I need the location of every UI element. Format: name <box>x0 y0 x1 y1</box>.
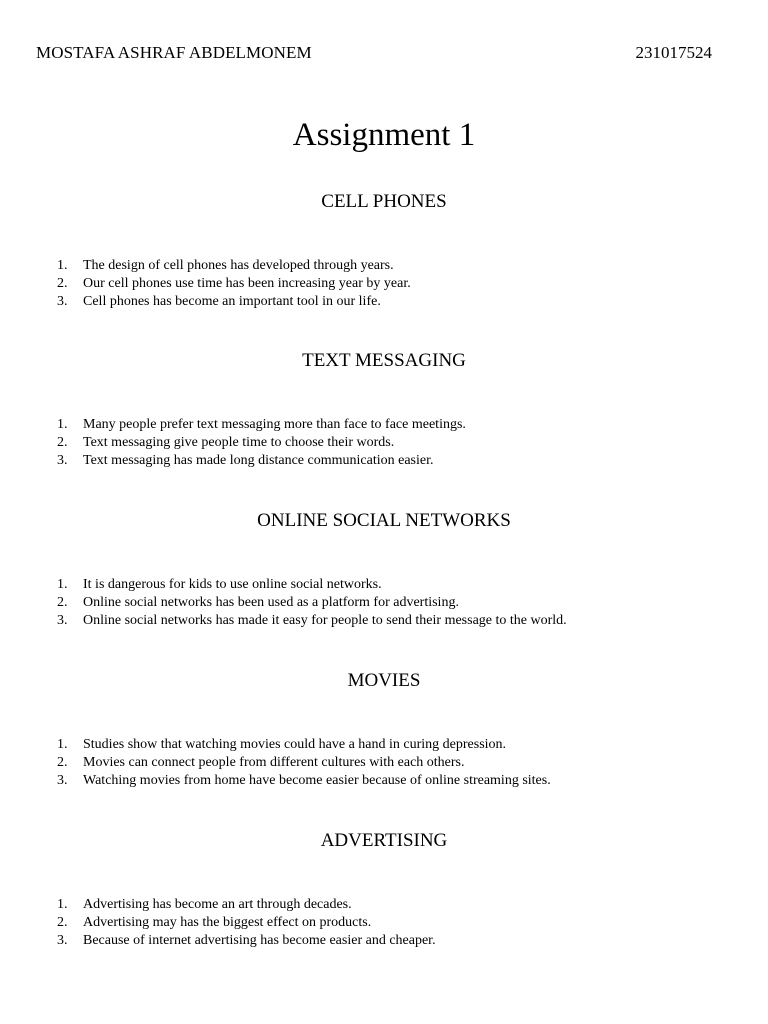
numbered-list <box>57 896 436 951</box>
list-item <box>57 293 411 311</box>
list-item <box>57 914 436 932</box>
list-text: The design of cell phones has developed through years. <box>83 258 394 273</box>
list-number: 3. <box>57 613 68 629</box>
list-item <box>57 736 551 754</box>
list-number: 1. <box>57 577 68 592</box>
list-item <box>57 612 567 630</box>
section-text-messaging <box>0 349 768 469</box>
list-number: 2. <box>57 755 68 771</box>
student-id: 231017524 <box>635 43 712 62</box>
list-text: Online social networks has been used as a platform for advertising. <box>83 595 459 611</box>
list-text: Text messaging has made long distance communication easier. <box>83 453 434 469</box>
list-item <box>57 594 567 612</box>
student-name: MOSTAFA ASHRAF ABDELMONEM <box>36 43 312 62</box>
list-text: Advertising may has the biggest effect on products. <box>83 915 372 931</box>
list-number: 3. <box>57 294 68 310</box>
section-heading: ONLINE SOCIAL NETWORKS <box>257 510 511 531</box>
section-heading: ADVERTISING <box>320 830 448 851</box>
section-heading: CELL PHONES <box>321 191 447 212</box>
list-item <box>57 576 567 594</box>
list-number: 1. <box>57 737 68 752</box>
section-movies <box>0 669 768 789</box>
list-text: Studies show that watching movies could have a hand in curing depression. <box>83 737 507 752</box>
list-item <box>57 275 411 293</box>
numbered-list <box>57 416 466 471</box>
numbered-list <box>57 576 567 631</box>
list-number: 1. <box>57 897 68 912</box>
list-number: 2. <box>57 595 68 611</box>
section-cell-phones <box>0 190 768 310</box>
numbered-list <box>57 257 411 312</box>
list-number: 3. <box>57 453 68 469</box>
section-heading: TEXT MESSAGING <box>302 350 466 371</box>
section-heading: MOVIES <box>347 670 421 691</box>
list-number: 3. <box>57 933 68 949</box>
list-text: Online social networks has made it easy for people to send their message to the world. <box>83 613 567 629</box>
list-text: Watching movies from home have become easier because of online streaming sites. <box>83 773 551 789</box>
list-text: Because of internet advertising has become easier and cheaper. <box>83 933 436 949</box>
list-item <box>57 772 551 790</box>
section-advertising <box>0 829 768 949</box>
list-text: Cell phones has become an important tool in our life. <box>83 294 381 310</box>
list-text: Advertising has become an art through decades. <box>83 897 352 912</box>
list-item <box>57 452 466 470</box>
list-item <box>57 257 411 275</box>
list-item <box>57 896 436 914</box>
list-item <box>57 416 466 434</box>
list-number: 3. <box>57 773 68 789</box>
list-number: 2. <box>57 276 68 292</box>
list-number: 2. <box>57 435 68 451</box>
list-text: It is dangerous for kids to use online social networks. <box>83 577 382 592</box>
list-text: Movies can connect people from different cultures with each others. <box>83 755 465 771</box>
page-title: Assignment 1 <box>292 117 476 153</box>
list-text: Text messaging give people time to choose their words. <box>83 435 395 451</box>
numbered-list <box>57 736 551 791</box>
list-text: Many people prefer text messaging more than face to face meetings. <box>83 417 466 432</box>
list-text: Our cell phones use time has been increasing year by year. <box>83 276 411 292</box>
list-item <box>57 434 466 452</box>
list-item <box>57 932 436 950</box>
list-number: 1. <box>57 258 68 273</box>
list-number: 2. <box>57 915 68 931</box>
list-number: 1. <box>57 417 68 432</box>
section-online-social-networks <box>0 509 768 629</box>
list-item <box>57 754 551 772</box>
